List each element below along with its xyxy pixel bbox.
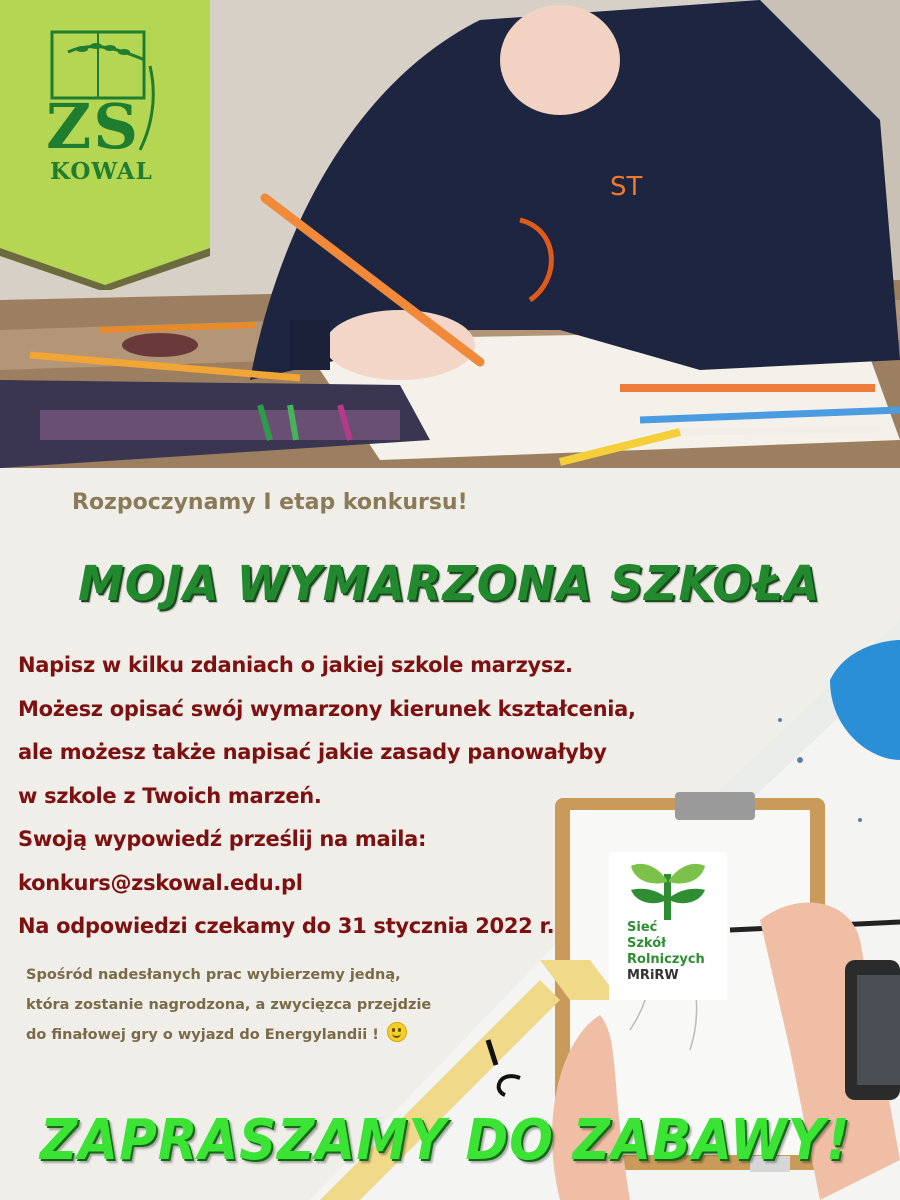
prize-info [26,960,446,1050]
partner-line-3: Rolniczych [627,952,705,967]
description-line: Napisz w kilku zdaniach o jakiej szkole marzysz. [18,653,573,677]
partner-line-2: Szkół [627,936,666,951]
prize-line: Spośród nadesłanych prac wybierzemy jedną, [26,967,401,983]
smiley-icon [387,1022,407,1042]
prize-line: która zostanie nagrodzona, a zwycięzca przejdzie [26,997,432,1013]
prize-line-text: do finałowej gry o wyjazd do Energylandii ! [26,1027,379,1043]
partner-line-1: Sieć [627,920,658,935]
prize-line-final [26,1020,446,1050]
school-logo-banner [0,0,210,290]
deadline-line: Na odpowiedzi czekamy do 31 stycznia 2022 r. [18,914,555,938]
svg-text:ST: ST [610,172,643,202]
logo-letters: ZS [46,90,141,163]
partner-logo-text [627,920,705,984]
description-line: w szkole z Twoich marzeń. [18,783,322,808]
description-line: Swoją wypowiedź prześlij na maila: [18,827,427,851]
contest-description [18,644,638,949]
contact-email: konkurs@zskowal.edu.pl [18,870,303,895]
call-to-action: ZAPRASZAMY DO ZABAWY! [40,1108,851,1173]
description-line: ale możesz także napisać jakie zasady panowałyby [18,740,607,764]
partner-logo [609,852,727,1000]
sprout-icon [609,852,727,922]
logo-school-name: KOWAL [50,158,153,185]
page-title: MOJA WYMARZONA SZKOŁA [78,554,821,612]
partner-line-4: MRiRW [627,968,679,983]
subheadline: Rozpoczynamy I etap konkursu! [72,490,468,515]
description-line: Możesz opisać swój wymarzony kierunek kształcenia, [18,696,636,721]
